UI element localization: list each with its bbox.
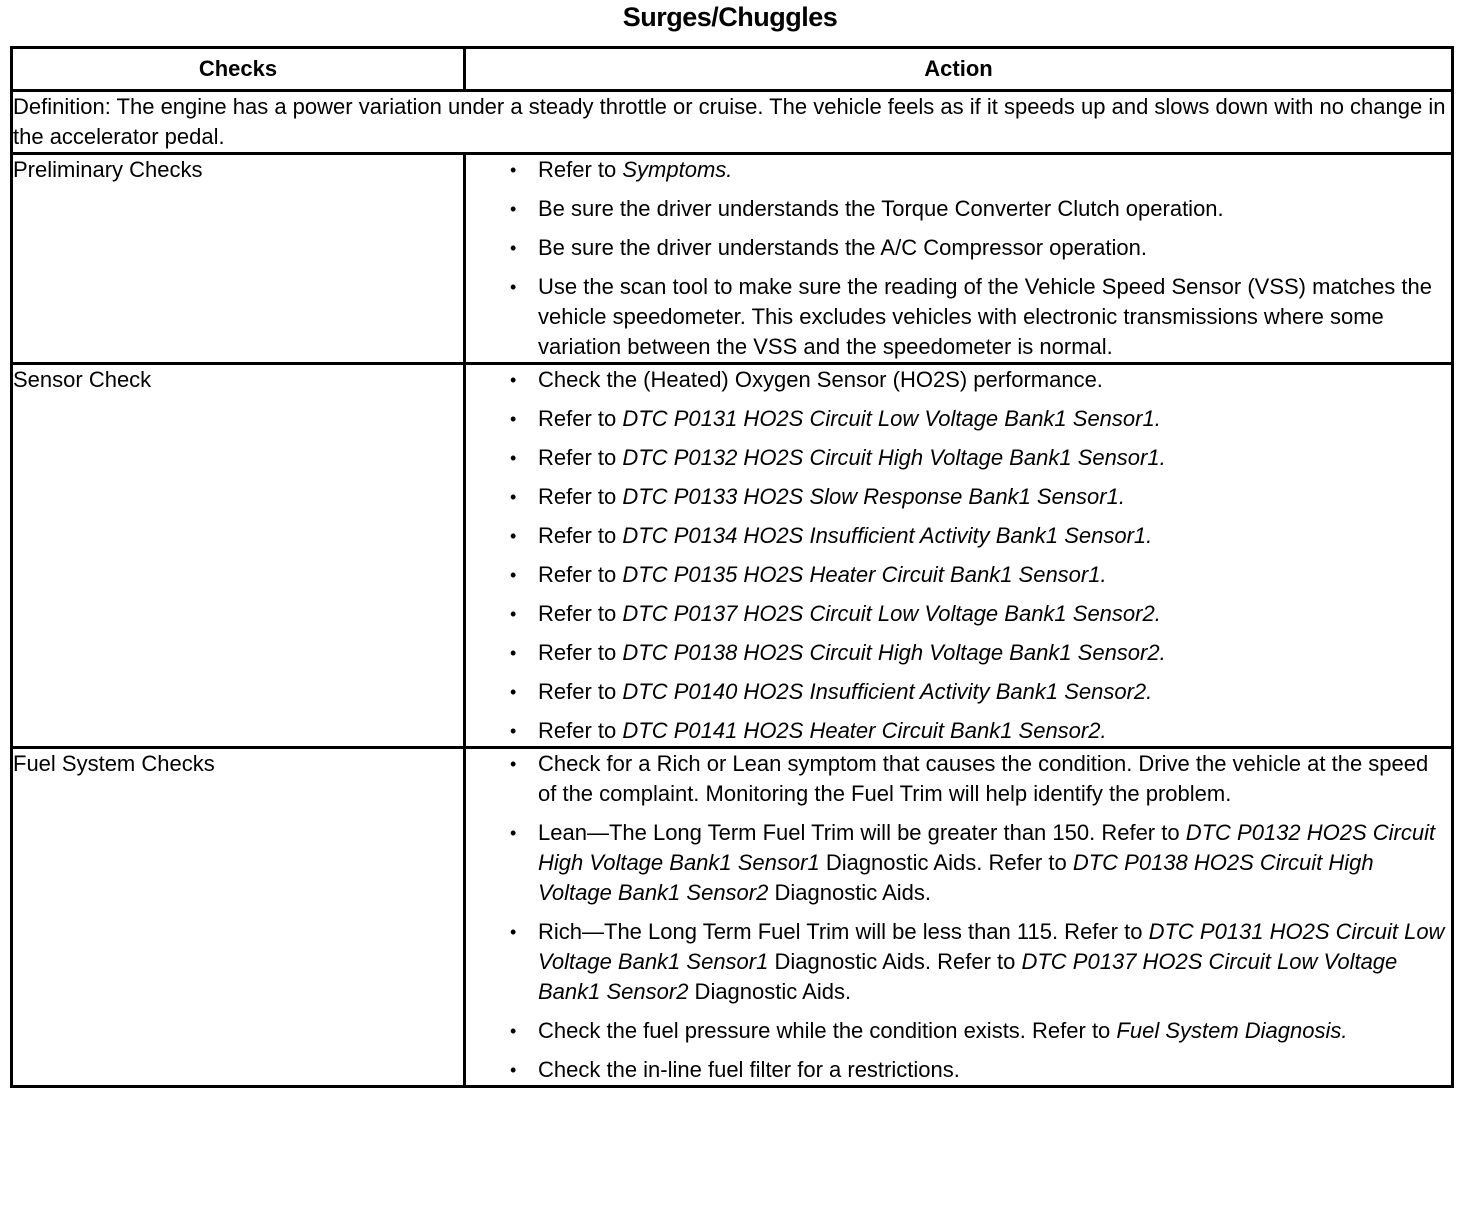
- action-text: Lean—The Long Term Fuel Trim will be greater than 150. Refer to: [538, 820, 1186, 845]
- action-item: [466, 521, 1451, 551]
- reference-text: DTC P0133 HO2S Slow Response Bank1 Sensor1.: [622, 484, 1125, 509]
- action-list: [466, 155, 1451, 362]
- action-item: [466, 272, 1451, 362]
- reference-text: Fuel System Diagnosis.: [1116, 1018, 1348, 1043]
- table-row: [12, 748, 1453, 1087]
- action-item: [466, 155, 1451, 185]
- definition-text: Definition: The engine has a power variation under a steady throttle or cruise. The vehicle feels as if it speeds up and slows down with no change in the accelerator pedal.: [12, 91, 1453, 154]
- action-text: Refer to: [538, 562, 623, 587]
- reference-text: DTC P0141 HO2S Heater Circuit Bank1 Sensor2.: [622, 718, 1107, 743]
- reference-text: DTC P0137 HO2S Circuit Low Voltage Bank1 Sensor2.: [622, 601, 1161, 626]
- reference-text: DTC P0132 HO2S Circuit High Voltage Bank1 Sensor1: [538, 820, 1436, 875]
- action-item: [466, 560, 1451, 590]
- column-header-checks: Checks: [12, 48, 465, 91]
- action-text: Refer to: [538, 640, 623, 665]
- table-row: [12, 364, 1453, 748]
- action-cell: [465, 748, 1453, 1087]
- reference-text: DTC P0140 HO2S Insufficient Activity Bank1 Sensor2.: [622, 679, 1153, 704]
- reference-text: DTC P0138 HO2S Circuit High Voltage Bank1 Sensor2: [538, 850, 1374, 905]
- action-item: [466, 194, 1451, 224]
- action-text: Check the (Heated) Oxygen Sensor (HO2S) performance.: [538, 367, 1103, 392]
- action-text: Be sure the driver understands the A/C Compressor operation.: [538, 235, 1147, 260]
- reference-text: DTC P0135 HO2S Heater Circuit Bank1 Sensor1.: [622, 562, 1107, 587]
- action-text: Refer to: [538, 718, 623, 743]
- action-item: [466, 917, 1451, 1007]
- action-item: [466, 1016, 1451, 1046]
- action-item: [466, 716, 1451, 746]
- action-text: Diagnostic Aids. Refer to: [819, 850, 1073, 875]
- table-header-row: [12, 48, 1453, 91]
- reference-text: DTC P0138 HO2S Circuit High Voltage Bank1 Sensor2.: [622, 640, 1166, 665]
- action-text: Rich—The Long Term Fuel Trim will be less than 115. Refer to: [538, 919, 1149, 944]
- action-text: Use the scan tool to make sure the reading of the Vehicle Speed Sensor (VSS) matches the vehicle speedometer. This excludes vehicles with electronic transmissions where some variation between the VSS and the speedometer is normal.: [538, 274, 1432, 359]
- action-text: Check for a Rich or Lean symptom that causes the condition. Drive the vehicle at the speed of the complaint. Monitoring the Fuel Trim will help identify the problem.: [538, 751, 1429, 806]
- action-item: [466, 1055, 1451, 1085]
- action-text: Diagnostic Aids.: [768, 880, 931, 905]
- action-text: Refer to: [538, 157, 623, 182]
- action-item: [466, 443, 1451, 473]
- reference-text: DTC P0131 HO2S Circuit Low Voltage Bank1 Sensor1: [538, 919, 1445, 974]
- action-text: Refer to: [538, 523, 623, 548]
- action-item: [466, 233, 1451, 263]
- action-text: Diagnostic Aids.: [688, 979, 852, 1004]
- action-item: [466, 818, 1451, 908]
- action-item: [466, 749, 1451, 809]
- reference-text: DTC P0132 HO2S Circuit High Voltage Bank1 Sensor1.: [622, 445, 1166, 470]
- diagnostic-table: [10, 46, 1454, 1088]
- action-list: [466, 365, 1451, 746]
- action-cell: [465, 364, 1453, 748]
- page-title: Surges/Chuggles: [622, 2, 838, 32]
- action-text: Refer to: [538, 406, 623, 431]
- action-list: [466, 749, 1451, 1085]
- action-item: [466, 599, 1451, 629]
- action-text: Refer to: [538, 679, 623, 704]
- action-item: [466, 482, 1451, 512]
- action-item: [466, 365, 1451, 395]
- action-item: [466, 638, 1451, 668]
- column-header-action: Action: [465, 48, 1453, 91]
- reference-text: Symptoms.: [622, 157, 733, 182]
- action-text: Check the fuel pressure while the condition exists. Refer to: [538, 1018, 1117, 1043]
- check-label: Fuel System Checks: [12, 748, 465, 1087]
- reference-text: DTC P0137 HO2S Circuit Low Voltage Bank1 Sensor2: [538, 949, 1398, 1004]
- action-text: Diagnostic Aids. Refer to: [768, 949, 1022, 974]
- table-row: [12, 154, 1453, 364]
- action-cell: [465, 154, 1453, 364]
- definition-row: [12, 91, 1453, 154]
- action-text: Refer to: [538, 484, 623, 509]
- reference-text: DTC P0134 HO2S Insufficient Activity Bank1 Sensor1.: [622, 523, 1153, 548]
- action-text: Be sure the driver understands the Torque Converter Clutch operation.: [538, 196, 1224, 221]
- action-text: Check the in-line fuel filter for a restrictions.: [538, 1057, 960, 1082]
- action-text: Refer to: [538, 445, 623, 470]
- reference-text: DTC P0131 HO2S Circuit Low Voltage Bank1 Sensor1.: [622, 406, 1161, 431]
- action-item: [466, 404, 1451, 434]
- check-label: Preliminary Checks: [12, 154, 465, 364]
- check-label: Sensor Check: [12, 364, 465, 748]
- action-item: [466, 677, 1451, 707]
- action-text: Refer to: [538, 601, 623, 626]
